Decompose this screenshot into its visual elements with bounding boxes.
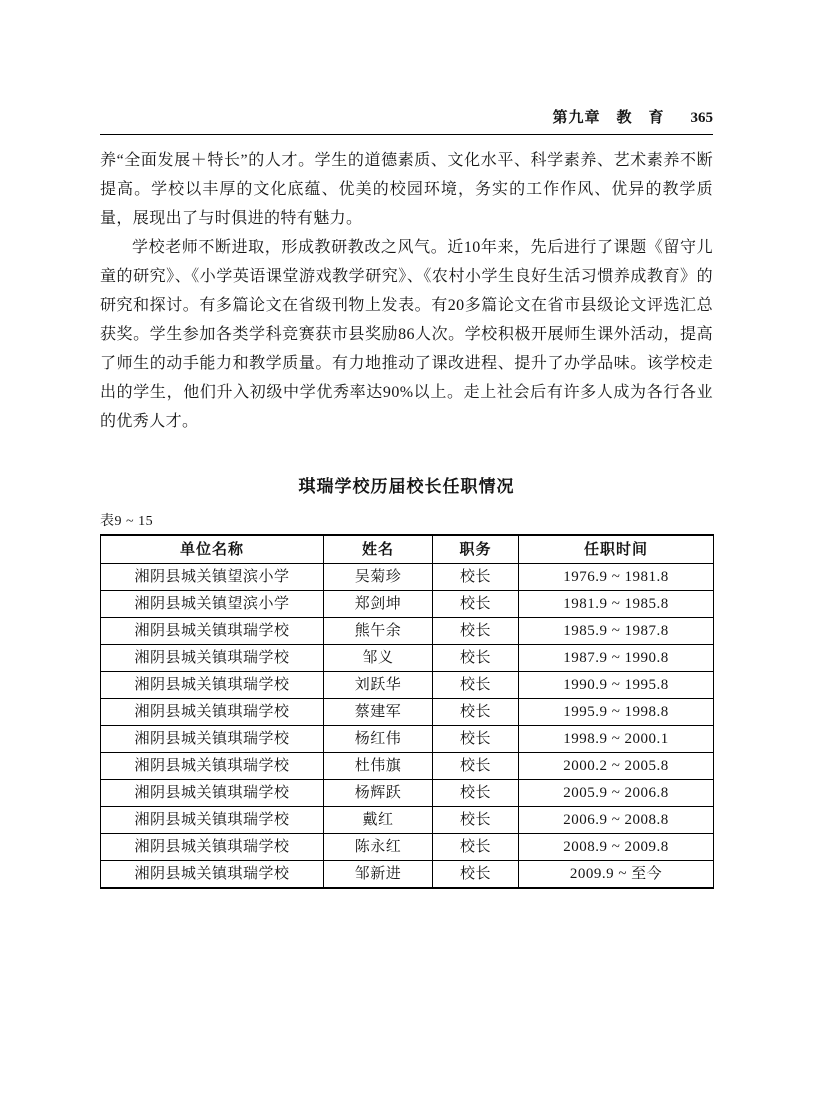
table-cell: 刘跃华 — [324, 672, 433, 699]
table-row — [101, 807, 714, 834]
table-row — [101, 726, 714, 753]
table-row — [101, 618, 714, 645]
table-row — [101, 699, 714, 726]
table-cell: 湘阴县城关镇琪瑞学校 — [101, 699, 324, 726]
table-cell: 1981.9 ~ 1985.8 — [519, 591, 714, 618]
body-text — [100, 146, 713, 436]
table-cell: 2000.2 ~ 2005.8 — [519, 753, 714, 780]
table-row — [101, 564, 714, 591]
table-cell: 湘阴县城关镇望滨小学 — [101, 591, 324, 618]
table-cell: 校长 — [433, 672, 519, 699]
table-cell: 湘阴县城关镇琪瑞学校 — [101, 672, 324, 699]
table-cell: 校长 — [433, 753, 519, 780]
table-cell: 校长 — [433, 645, 519, 672]
table-cell: 校长 — [433, 726, 519, 753]
table-cell: 2008.9 ~ 2009.8 — [519, 834, 714, 861]
table-cell: 校长 — [433, 780, 519, 807]
table-row — [101, 861, 714, 889]
table-cell: 湘阴县城关镇琪瑞学校 — [101, 753, 324, 780]
table-cell: 杜伟旗 — [324, 753, 433, 780]
table-cell: 2005.9 ~ 2006.8 — [519, 780, 714, 807]
paragraph-2: 学校老师不断进取，形成教研教改之风气。近10年来，先后进行了课题《留守儿童的研究》、《小学英语课堂游戏教学研究》、《农村小学生良好生活习惯养成教育》的研究和探讨。有多篇论文在省级刊物上发表。有20多篇论文在省市县级论文评选汇总获奖。学生参加各类学科竞赛获市县奖励86人次。学校积极开展师生课外活动，提高了师生的动手能力和教学质量。有力地推动了课改进程、提升了办学品味。该学校走出的学生，他们升入初级中学优秀率达90%以上。走上社会后有许多人成为各行各业的优秀人才。 — [100, 239, 713, 430]
table-cell: 吴菊珍 — [324, 564, 433, 591]
table-cell: 湘阴县城关镇琪瑞学校 — [101, 618, 324, 645]
table-cell: 湘阴县城关镇琪瑞学校 — [101, 645, 324, 672]
table-cell: 邹新进 — [324, 861, 433, 889]
table-caption: 琪瑞学校历届校长任职情况 — [298, 477, 515, 496]
column-header-unit: 单位名称 — [101, 535, 324, 564]
table-cell: 1998.9 ~ 2000.1 — [519, 726, 714, 753]
table-cell: 校长 — [433, 564, 519, 591]
table-cell: 1995.9 ~ 1998.8 — [519, 699, 714, 726]
table-label: 表9 ~ 15 — [100, 514, 154, 529]
table-cell: 湘阴县城关镇望滨小学 — [101, 564, 324, 591]
table-cell: 1987.9 ~ 1990.8 — [519, 645, 714, 672]
table-cell: 戴红 — [324, 807, 433, 834]
table-cell: 陈永红 — [324, 834, 433, 861]
table-cell: 校长 — [433, 591, 519, 618]
table-row — [101, 753, 714, 780]
table-cell: 杨辉跃 — [324, 780, 433, 807]
column-header-tenure: 任职时间 — [519, 535, 714, 564]
paragraph-1: 养“全面发展＋特长”的人才。学生的道德素质、文化水平、科学素养、艺术素养不断提高。学校以丰厚的文化底蕴、优美的校园环境，务实的工作作风、优异的教学质量，展现出了与时俱进的特有魅力。 — [100, 152, 713, 227]
principal-table-body — [101, 564, 714, 889]
principal-table — [100, 534, 714, 889]
table-cell: 1985.9 ~ 1987.8 — [519, 618, 714, 645]
running-head — [100, 0, 713, 135]
table-cell: 校长 — [433, 861, 519, 889]
table-cell: 湘阴县城关镇琪瑞学校 — [101, 861, 324, 889]
table-cell: 杨红伟 — [324, 726, 433, 753]
table-cell: 湘阴县城关镇琪瑞学校 — [101, 780, 324, 807]
table-row — [101, 780, 714, 807]
table-cell: 2009.9 ~ 至今 — [519, 861, 714, 889]
table-cell: 郑剑坤 — [324, 591, 433, 618]
column-header-name: 姓名 — [324, 535, 433, 564]
table-cell: 熊午余 — [324, 618, 433, 645]
table-row — [101, 834, 714, 861]
table-cell: 邹义 — [324, 645, 433, 672]
table-row — [101, 645, 714, 672]
table-cell: 1990.9 ~ 1995.8 — [519, 672, 714, 699]
table-cell: 校长 — [433, 699, 519, 726]
table-row — [101, 591, 714, 618]
table-cell: 湘阴县城关镇琪瑞学校 — [101, 834, 324, 861]
table-cell: 校长 — [433, 834, 519, 861]
table-cell: 校长 — [433, 618, 519, 645]
table-cell: 1976.9 ~ 1981.8 — [519, 564, 714, 591]
table-cell: 2006.9 ~ 2008.8 — [519, 807, 714, 834]
table-cell: 蔡建军 — [324, 699, 433, 726]
table-cell: 湘阴县城关镇琪瑞学校 — [101, 726, 324, 753]
column-header-position: 职务 — [433, 535, 519, 564]
table-cell: 湘阴县城关镇琪瑞学校 — [101, 807, 324, 834]
table-header-row — [101, 535, 714, 564]
page-number: 365 — [690, 110, 713, 126]
table-row — [101, 672, 714, 699]
page-content — [100, 0, 713, 889]
table-cell: 校长 — [433, 807, 519, 834]
chapter-title: 第九章 教 育 — [552, 110, 665, 126]
